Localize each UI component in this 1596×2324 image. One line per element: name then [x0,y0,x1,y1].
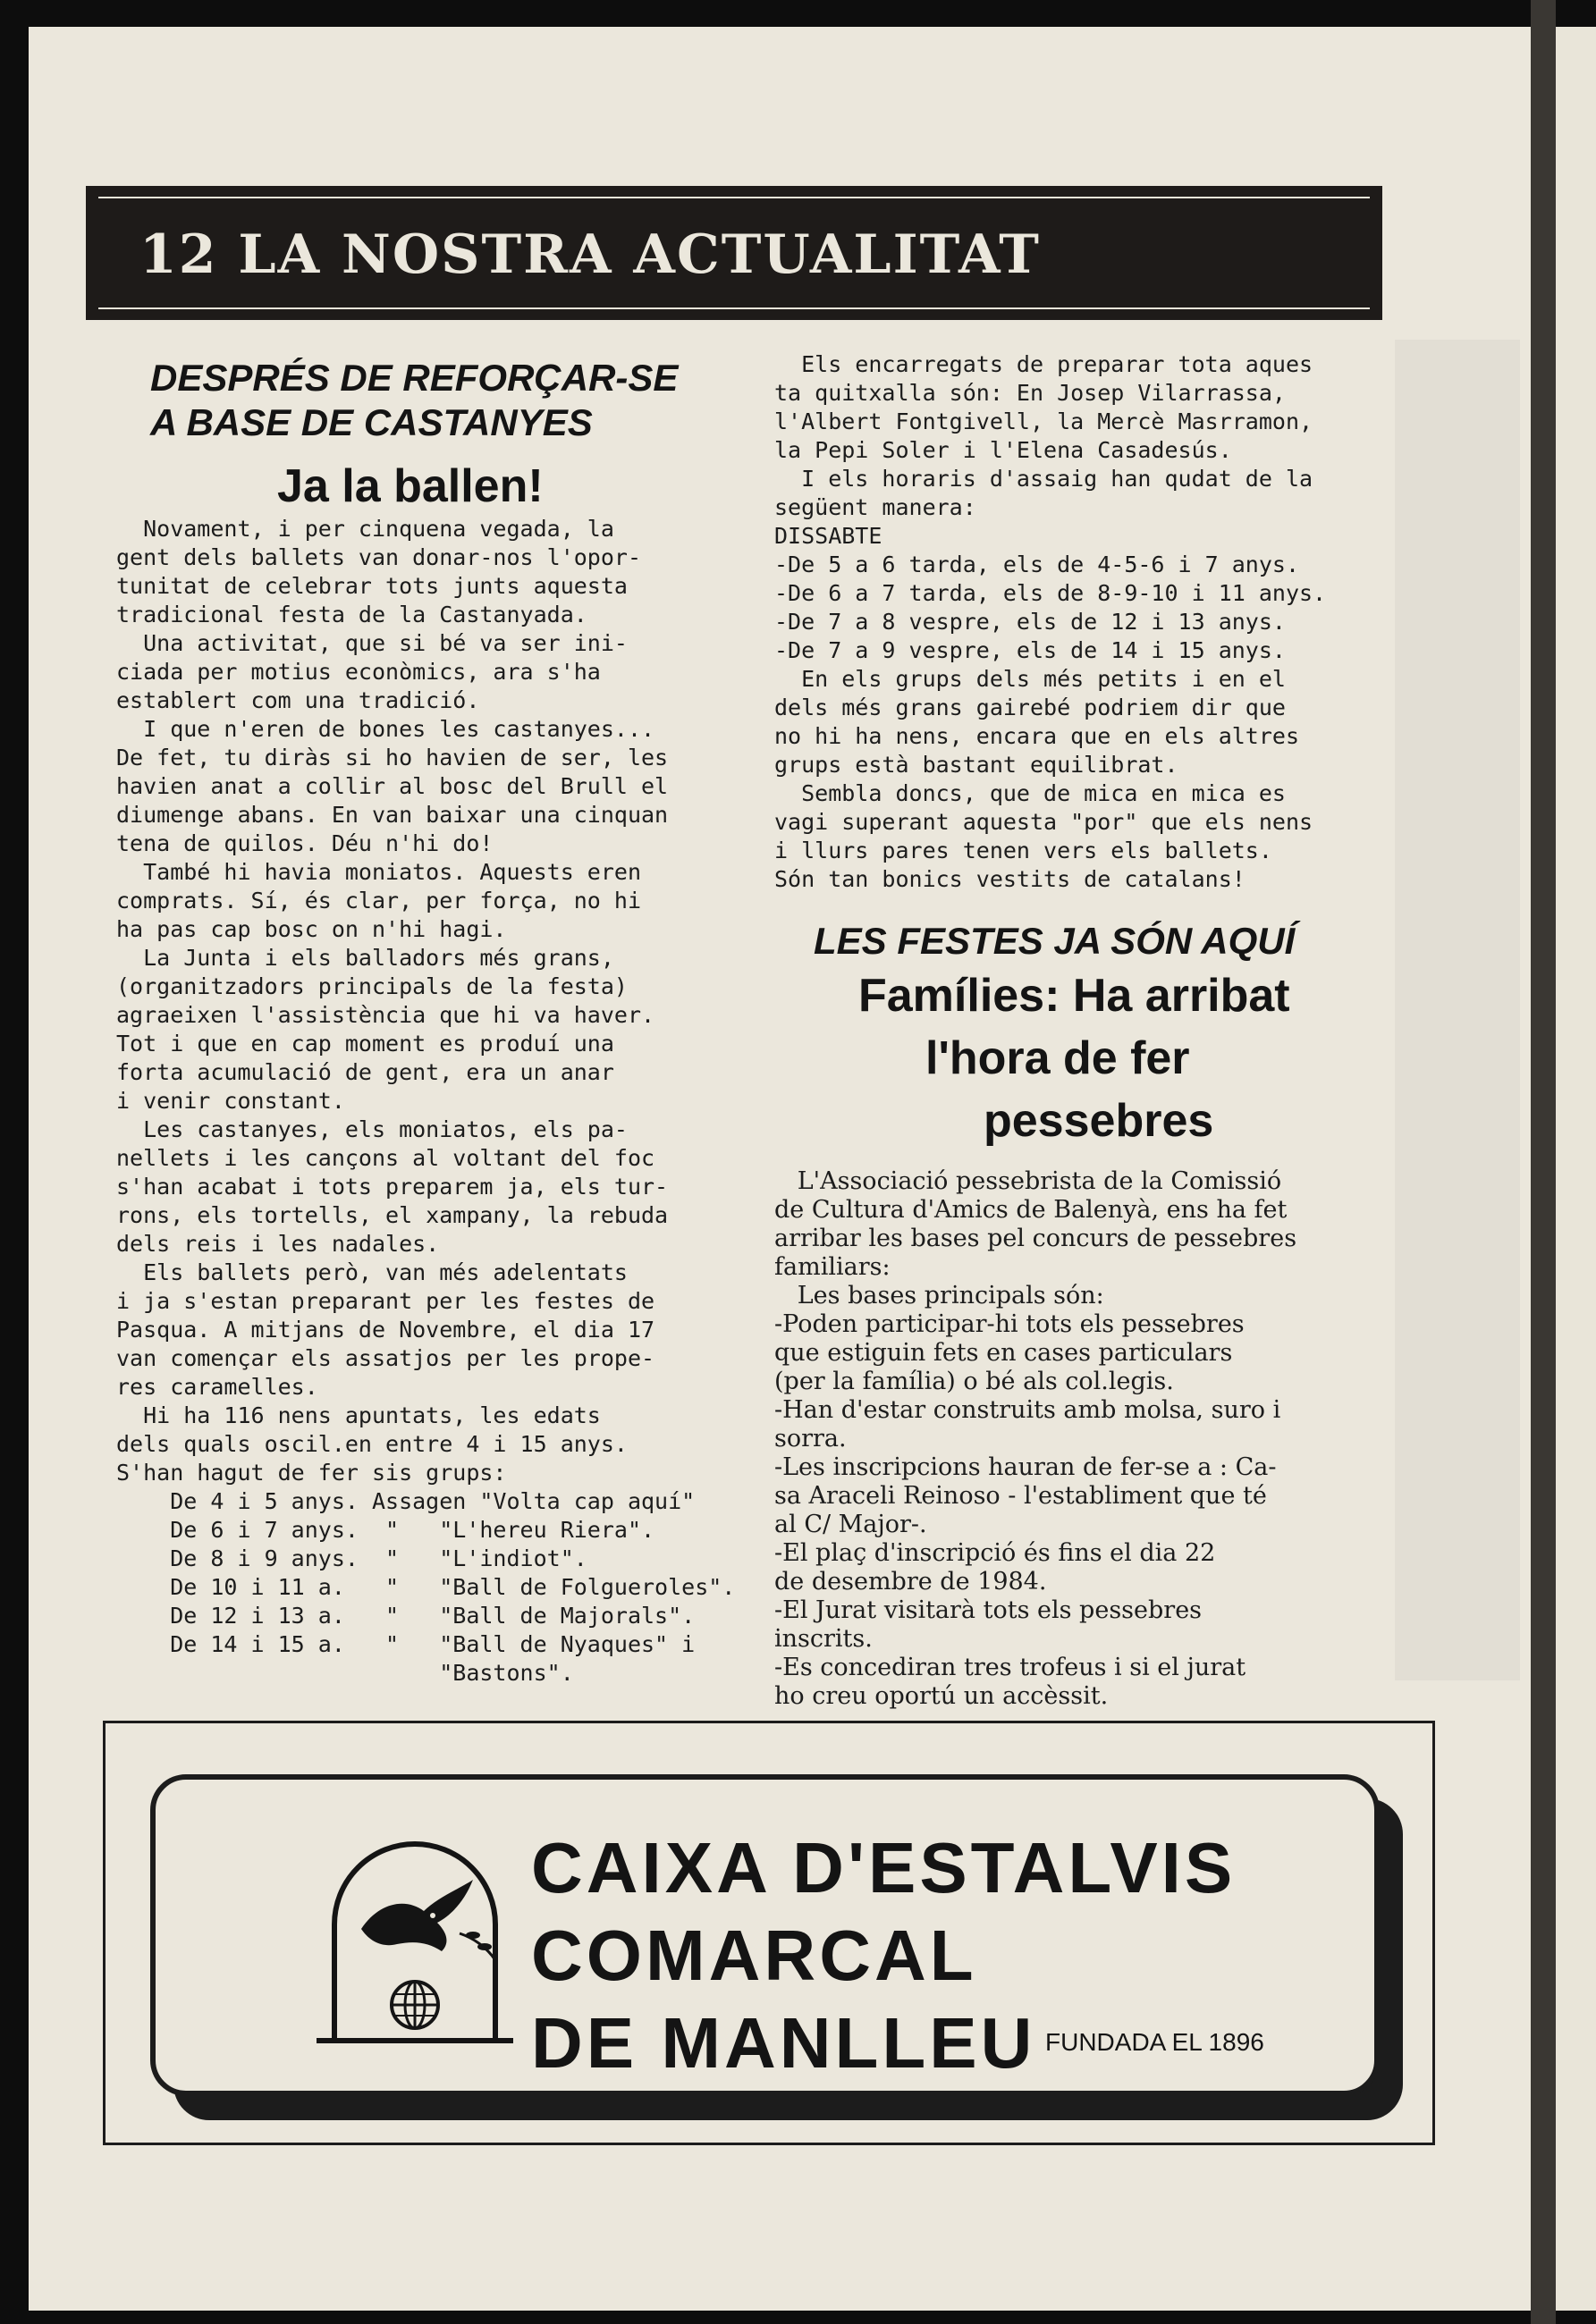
article2-headline-line3: pessebres [984,1095,1214,1147]
header-rule-top [98,197,1370,198]
binding-gutter [1531,0,1556,2324]
article1-kicker-line1: DESPRÉS DE REFORÇAR-SE [150,357,679,399]
article2-kicker: LES FESTES JA SÓN AQUÍ [814,920,1296,962]
section-header [86,186,1382,320]
article2-headline-line2: l'hora de fer [925,1032,1190,1084]
bank-advertisement [150,1774,1380,2096]
article1-right-column: Els encarregats de preparar tota aques ta quitxalla són: En Josep Vilarrassa, l'Albert Fontgivell, la Mercè Masrramon, la Pepi Soler i l'Elena Casadesús. I els horaris d'assaig han qudat de la següent manera: DISSABTE -De 5 a 6 tarda, els de 4-5-6 i 7 anys. -De 6 a 7 tarda, els de 8-9-10 i 11 anys. -De 7 a 8 vespre, els de 12 i 13 anys. -De 7 a 9 vespre, els de 14 i 15 anys. En els grups dels més petits i en el dels més grans gairebé podriem dir que no hi ha nens, encara que en els altres grups està bastant equilibrat. Sembla doncs, que de mica en mica es vagi superant aquesta "por" que els nens i llurs pares tenen vers els ballets. Són tan bonics vestits de catalans! [774,351,1327,892]
facing-page-edge [1556,27,1596,2311]
article1-left-column: Novament, i per cinquena vegada, la gent dels ballets van donar-nos l'opor- tunitat de celebrar tots junts aquesta tradicional festa de la Castanyada. Una activitat, que si bé va ser ini- ciada per motius econòmics, ara s'ha establert com una tradició. I que n'eren de bones les castanyes... De fet, tu diràs si ho havien de ser, les havien anat a collir al bosc del Brull el diumenge abans. En van baixar una cinquan tena de quilos. Déu n'hi do! També hi havia moniatos. Aquests eren comprats. Sí, és clar, per força, no hi ha pas cap bosc on n'hi hagi. La Junta i els balladors més grans, (organitzadors principals de la festa) agraeixen l'assistència que hi va haver. Tot i que en cap moment es produí una forta acumulació de gent, era un anar i venir constant. Les castanyes, els moniatos, els pa- nellets i les cançons al voltant del foc s'han acabat i tots preparem ja, els tur- rons, els tortells, el xampany, la rebuda dels reis i les nadales. Els ballets però, van més adelentats i ja s'estan preparant per les festes de Pasqua. A mitjans de Novembre, el dia 17 van començar els assatjos per les prope- res caramelles. Hi ha 116 nens apuntats, les edats dels quals oscil.en entre 4 i 15 anys. S'han hagut de fer sis grups: De 4 i 5 anys. Assagen "Volta cap aquí" De 6 i 7 anys. " "L'hereu Riera". De 8 i 9 anys. " "L'indiot". De 10 i 11 a. " "Ball de Folgueroles". De 12 i 13 a. " "Ball de Majorals". De 14 i 15 a. " "Ball de Nyaques" i "Bastons". [116,516,736,1686]
article2-body: L'Associació pessebrista de la Comissió de Cultura d'Amics de Balenyà, ens ha fet arribar les bases pel concurs de pessebres familiars: Les bases principals són: -Poden participar-hi tots els pessebres que estiguin fets en cases particulars (per la família) o bé als col.legis. -Han d'estar construits amb molsa, suro i sorra. -Les inscripcions hauran de fer-se a : Ca- sa Araceli Reinoso - l'establiment que té al C/ Major-. -El plaç d'inscripció és fins el dia 22 de desembre de 1984. -El Jurat visitarà tots els pessebres inscrits. -Es concediran tres trofeus i si el jurat ho creu oportú un accèssit. [774,1167,1297,1710]
article1-headline: Ja la ballen! [277,460,544,512]
dove-globe-logo-icon [281,1826,549,2059]
bank-name: CAIXA D'ESTALVIS COMARCAL DE MANLLEU [531,1828,1237,2083]
article1-kicker-line2: A BASE DE CASTANYES [150,401,593,443]
section-title: 12 LA NOSTRA ACTUALITAT [139,223,1041,286]
bleed-through [1395,340,1520,1680]
article2-headline-line1: Famílies: Ha arribat [858,970,1290,1022]
header-rule-bottom [98,307,1370,309]
founded-year: FUNDADA EL 1896 [1045,2028,1264,2056]
